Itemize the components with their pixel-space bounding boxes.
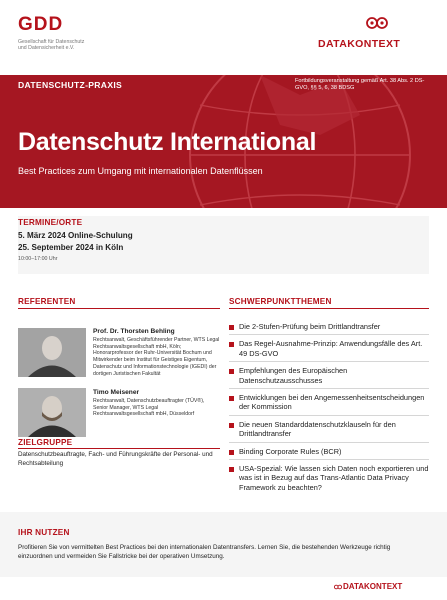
list-item: Entwicklungen bei den Angemessenheitsentscheidungen der Kommission xyxy=(229,393,429,416)
datakontext-owl-icon xyxy=(334,583,342,591)
list-item: Binding Corporate Rules (BCR) xyxy=(229,447,429,460)
topics-list xyxy=(229,322,429,499)
datakontext-logo: DATAKONTEXT xyxy=(318,38,401,50)
date-online: 5. März 2024 Online-Schulung xyxy=(18,231,133,240)
bullet-icon xyxy=(229,423,234,428)
gdd-subtitle: Gesellschaft für Datenschutz und Datensicherheit e.V. xyxy=(18,39,85,52)
bullet-icon xyxy=(229,450,234,455)
list-item: USA-Spezial: Wie lassen sich Daten noch exportieren und was ist in Bezug auf das Trans-Atlantic Data Privacy Framework zu beachten? xyxy=(229,464,429,495)
banner-kicker: DATENSCHUTZ-PRAXIS xyxy=(18,80,123,90)
list-item: Die 2-Stufen-Prüfung beim Drittlandtransfer xyxy=(229,322,429,335)
bullet-icon xyxy=(229,325,234,330)
footer-logo: DATAKONTEXT xyxy=(343,582,403,591)
dates-label: TERMINE/ORTE xyxy=(18,218,83,227)
certification-note: Fortbildungsveranstaltung gemäß Art. 38 Abs. 2 DS-GVO, §§ 5, 6, 38 BDSG xyxy=(295,78,425,92)
bullet-icon xyxy=(229,342,234,347)
speaker-name: Timo Meisener xyxy=(93,389,140,396)
topics-divider xyxy=(229,308,429,309)
list-item: Das Regel-Ausnahme-Prinzip: Anwendungsfälle des Art. 49 DS-GVO xyxy=(229,339,429,362)
speaker-photo-behling xyxy=(18,328,86,377)
audience-divider xyxy=(18,448,220,449)
topics-label: SCHWERPUNKTTHEMEN xyxy=(229,297,332,306)
person-icon xyxy=(18,388,86,437)
speaker-name: Prof. Dr. Thorsten Behling xyxy=(93,328,175,335)
datakontext-owl-icon xyxy=(366,16,388,30)
bullet-icon xyxy=(229,369,234,374)
audience-text: Datenschutzbeauftragte, Fach- und Führungskräfte der Personal- und Rechtsabteilung xyxy=(18,451,213,467)
bullet-icon xyxy=(229,396,234,401)
person-icon xyxy=(18,328,86,377)
benefits-text: Profitieren Sie von vermittelten Best Practices bei den internationalen Datentransfers. Lernen Sie, die bestehenden Werkzeuge richtig einzuordnen und vermeiden Sie Fallstricke bei der operativen Umsetzung. xyxy=(18,544,391,560)
speaker-description: Rechtsanwalt, Datenschutzbeauftragter (TÜV®), Senior Manager, WTS Legal Rechtsanwaltsgesellschaft mbH, Düsseldorf xyxy=(93,398,205,418)
benefits-label: IHR NUTZEN xyxy=(18,528,70,537)
list-item: Empfehlungen des Europäischen Datenschutzausschusses xyxy=(229,366,429,389)
list-item: Die neuen Standarddatenschutzklauseln für den Drittlandtransfer xyxy=(229,420,429,443)
gdd-logo: GDD xyxy=(18,14,64,35)
speaker-description: Rechtsanwalt, Geschäftsführender Partner, WTS Legal Rechtsanwaltsgesellschaft mbH, Köln; Honorarprofessor der Ruhr-Universität Bochum und Mitwirkender beim Institut für Geistiges Eigentum, Datenschutz und Informationstechnologie (IGEDI) der dortigen Juristischen Fakultät xyxy=(93,337,220,377)
bullet-icon xyxy=(229,467,234,472)
speakers-divider xyxy=(18,308,220,309)
event-time: 10:00–17:00 Uhr xyxy=(18,256,58,262)
page-title: Datenschutz International xyxy=(18,128,317,156)
speakers-label: REFERENTEN xyxy=(18,297,76,306)
audience-label: ZIELGRUPPE xyxy=(18,438,73,447)
speaker-photo-meisener xyxy=(18,388,86,437)
page-subtitle: Best Practices zum Umgang mit internationalen Datenflüssen xyxy=(18,166,263,176)
date-koeln: 25. September 2024 in Köln xyxy=(18,243,124,252)
